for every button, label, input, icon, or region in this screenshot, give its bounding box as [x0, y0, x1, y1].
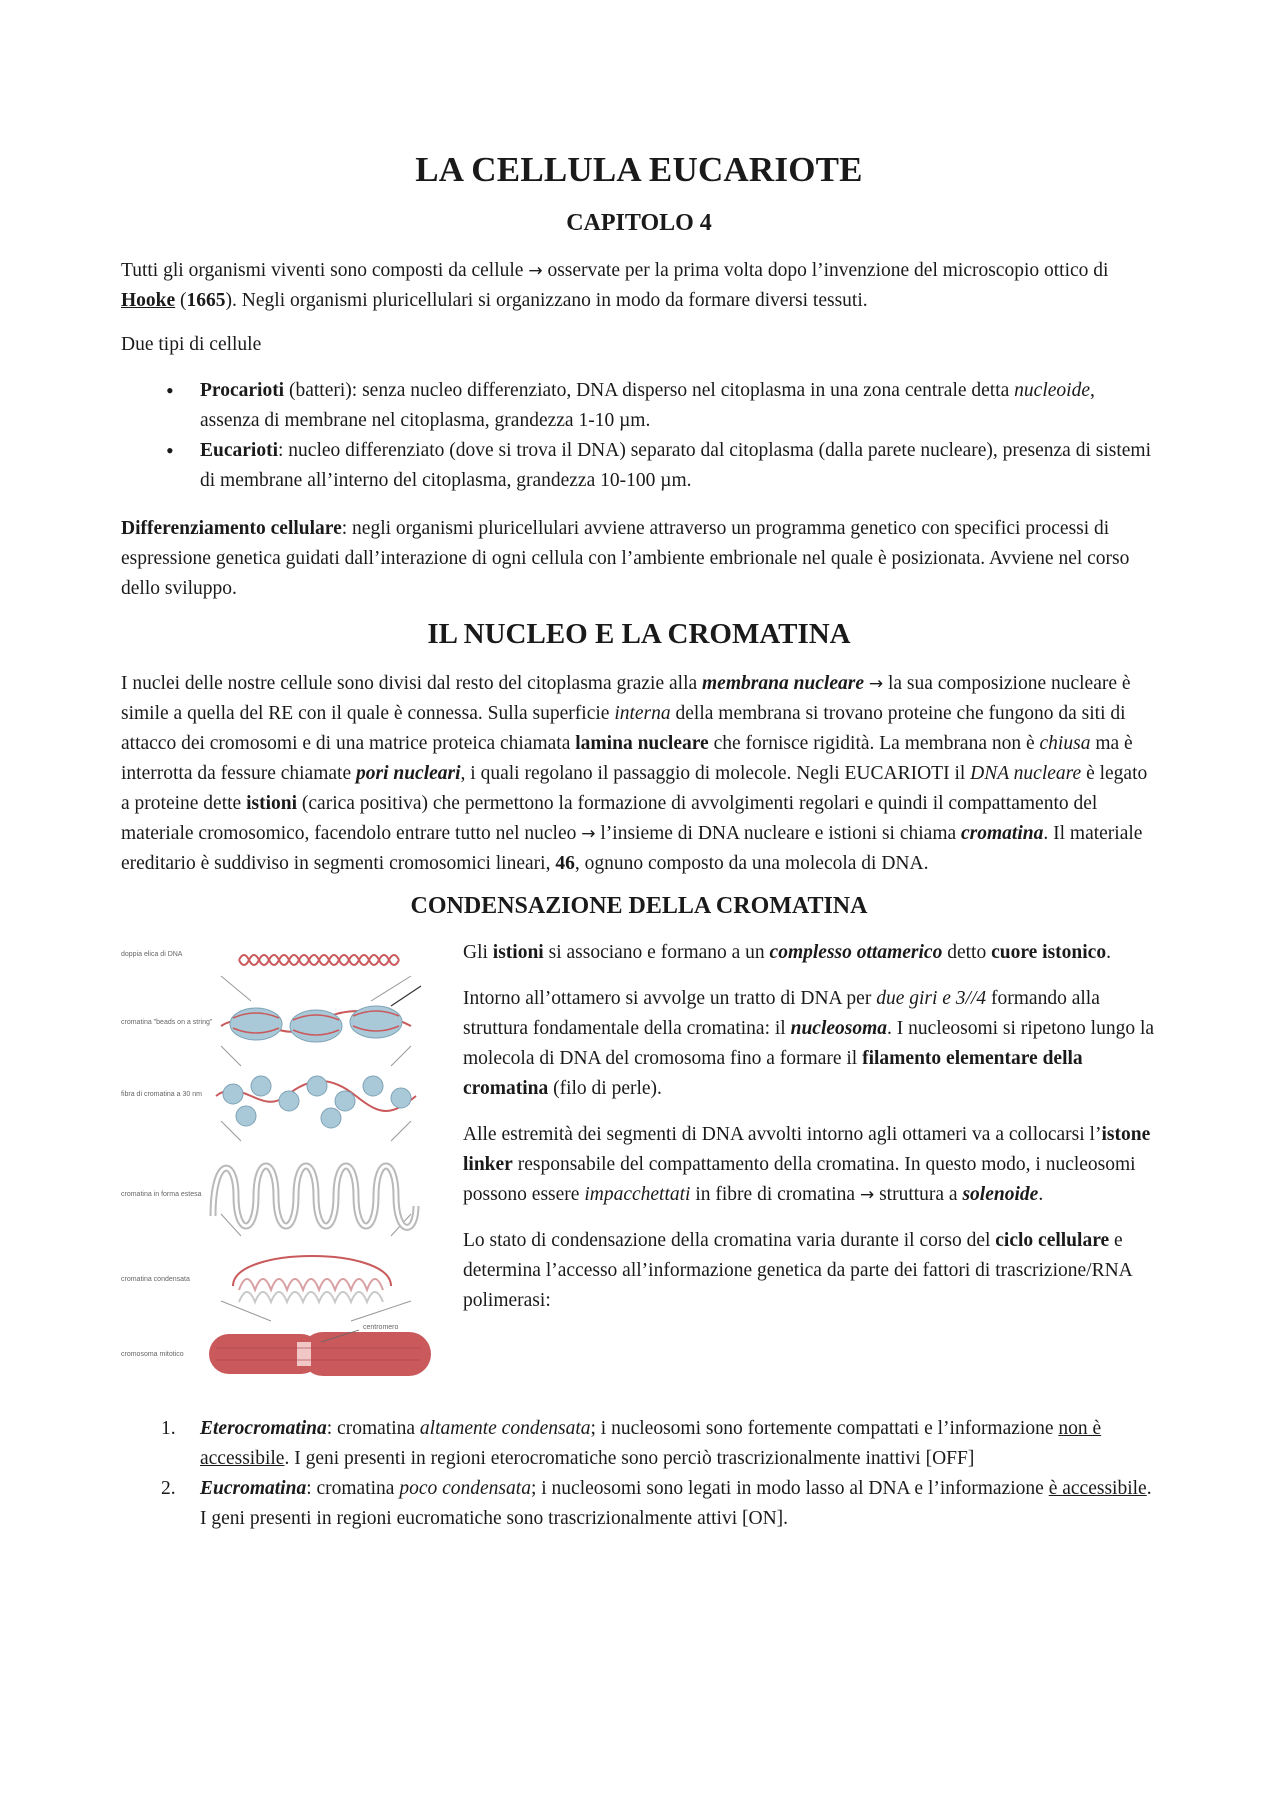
page-title: LA CELLULA EUCARIOTE: [415, 150, 863, 189]
figure-label: cromosoma mitotico: [121, 1351, 184, 1358]
condensed-chromatin: [233, 1256, 391, 1302]
bullet-icon: •: [166, 378, 174, 403]
due-tipi-label: Due tipi di cellule: [121, 334, 262, 355]
chromatin-figure-svg: [121, 946, 453, 1396]
dna-helix: [239, 955, 399, 965]
cell-types-list: [121, 376, 1157, 496]
list-item: 2. Eucromatina: cromatina poco condensata; i nucleosomi sono legati in modo lasso al DNA e l’informazione è accessibile. I geni presenti in regioni eucromatiche sono trascrizionalmente attivi [ON].: [161, 1478, 1152, 1529]
list-item: 1. Eterocromatina: cromatina altamente condensata; i nucleosomi sono fortemente compattati e l’informazione non è accessibile. I geni presenti in regioni eterocromatiche sono perciò trascrizionalmente inattivi [OFF]: [161, 1418, 1102, 1469]
section-heading-nucleo: IL NUCLEO E LA CROMATINA: [427, 618, 851, 650]
arrow-icon: →: [859, 1185, 875, 1205]
bullet-icon: •: [166, 438, 174, 463]
list-item: • Eucarioti: nucleo differenziato (dove si trova il DNA) separato dal citoplasma (dalla parete nucleare), presenza di sistemi di membrane all’interno del citoplasma, grandezza 10-100 µm.: [166, 438, 1151, 491]
arrow-icon: →: [868, 674, 884, 694]
condensation-text: [463, 938, 1157, 1332]
paragraph: Gli istioni si associano e formano a un complesso ottamerico detto cuore istonico.: [463, 942, 1111, 963]
hooke-name: Hooke: [121, 290, 176, 311]
extended-chromatin: [213, 1166, 416, 1227]
section-heading-condensazione: CONDENSAZIONE DELLA CROMATINA: [410, 893, 868, 919]
nucleosome-beads: [221, 986, 421, 1042]
chromatin-fibre: [216, 1076, 416, 1128]
arrow-icon: →: [581, 824, 596, 844]
differenziamento-paragraph: Differenziamento cellulare: negli organismi pluricellulari avviene attraverso un programma genetico con specifici processi di espressione genetica guidati dall’interazione di ogni cellula con l’ambiente embrionale nel quale è posizionata. Avviene nel corso dello sviluppo.: [121, 518, 1130, 599]
paragraph: Intorno all’ottamero si avvolge un tratto di DNA per due giri e 3//4 formando alla struttura fondamentale della cromatina: il nucleosoma. I nucleosomi si ripetono lungo la molecola di DNA del cromosoma fino a formare il filamento elementare della cromatina (filo di perle).: [463, 988, 1155, 1099]
figure-label: centromero: [363, 1324, 399, 1331]
figure-label: doppia elica di DNA: [121, 951, 183, 958]
intro-paragraph: Tutti gli organismi viventi sono composti da cellule → osservate per la prima volta dopo l’invenzione del microscopio ottico di Hooke (1665). Negli organismi pluricellulari si organizzano in modo da formare diversi tessuti.: [121, 260, 1109, 311]
paragraph: Alle estremità dei segmenti di DNA avvolti intorno agli ottameri va a collocarsi l’istone linker responsabile del compattamento della cromatina. In questo modo, i nucleosomi possono essere impacchettati in fibre di cromatina → struttura a solenoide.: [463, 1124, 1151, 1205]
arrow-icon: →: [528, 261, 543, 281]
nucleo-paragraph: I nuclei delle nostre cellule sono divisi dal resto del citoplasma grazie alla membrana nucleare → la sua composizione nucleare è simile a quella del RE con il quale è connessa. Sulla superficie interna della membrana si trovano proteine che fungono da siti di attacco dei cromosomi e di una matrice proteica chiamata lamina nucleare che fornisce rigidità. La membrana non è chiusa ma è interrotta da fessure chiamate pori nucleari, i quali regolano il passaggio di molecole. Negli EUCARIOTI il DNA nucleare è legato a proteine dette istioni (carica positiva) che permettono la formazione di avvolgimenti regolari e quindi il compattamento del materiale cromosomico, facendolo entrare tutto nel nucleo → l’insieme di DNA nucleare e istioni si chiama cromatina. Il materiale ereditario è suddiviso in segmenti cromosomici lineari, 46, ognuno composto da una molecola di DNA.: [121, 673, 1148, 874]
figure-label: fibra di cromatina a 30 nm: [121, 1091, 202, 1098]
paragraph: Lo stato di condensazione della cromatina varia durante il corso del ciclo cellulare e determina l’accesso all’informazione genetica da parte dei fattori di trascrizione/RNA polimerasi:: [463, 1230, 1132, 1311]
figure-label: cromatina condensata: [121, 1276, 190, 1283]
chromatin-diagram: [121, 946, 453, 1396]
document-content: [121, 150, 1157, 1534]
chromatin-types-list: [121, 1414, 1157, 1534]
figure-label: cromatina "beads on a string": [121, 1019, 213, 1026]
chapter-heading: CAPITOLO 4: [566, 210, 712, 236]
figure-label: cromatina in forma estesa: [121, 1191, 202, 1198]
list-item: • Procarioti (batteri): senza nucleo differenziato, DNA disperso nel citoplasma in una zona centrale detta nucleoide, assenza di membrane nel citoplasma, grandezza 1-10 µm.: [166, 378, 1095, 431]
mitotic-chromosome: [209, 1330, 431, 1376]
condensation-section: [121, 938, 1157, 1406]
